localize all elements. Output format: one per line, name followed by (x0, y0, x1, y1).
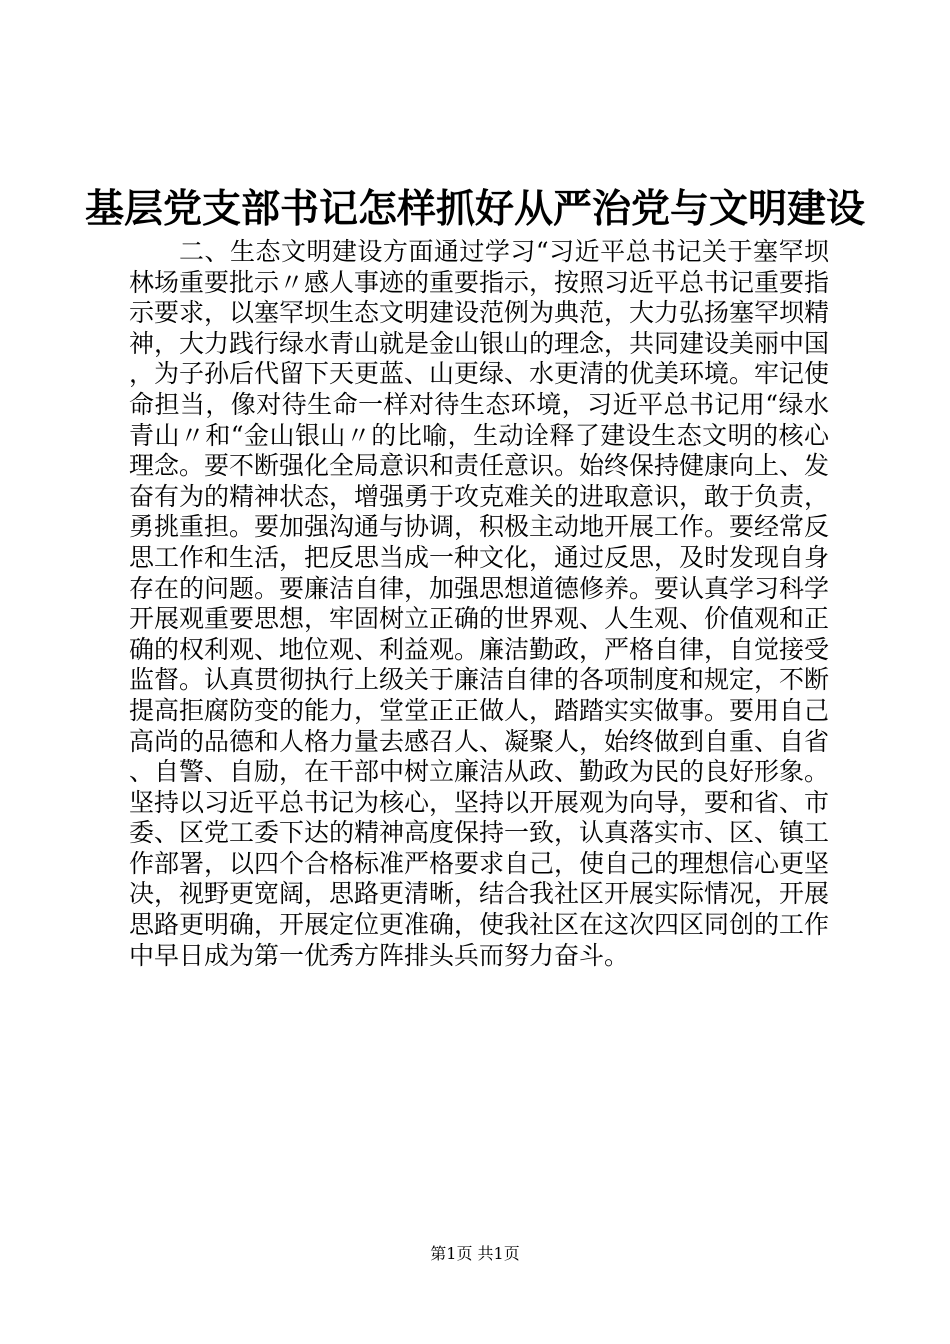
page-number-footer: 第1页 共1页 (430, 1244, 520, 1263)
body-paragraph: 二、生态文明建设方面通过学习“习近平总书记关于塞罕坝林场重要批示〃感人事迹的重要指示，按照习近平总书记重要指示要求，以塞罕坝生态文明建设范例为典范，大力弘扬塞罕坝精神，大力践行绿水青山就是金山银山的理念，共同建设美丽中国，为子孙后代留下天更蓝、山更绿、水更清的优美环境。牢记使命担当，像对待生命一样对待生态环境，习近平总书记用“绿水青山〃和“金山银山〃的比喻，生动诠释了建设生态文明的核心理念。要不断强化全局意识和责任意识。始终保持健康向上、发奋有为的精神状态，增强勇于攻克难关的进取意识，敢于负责，勇挑重担。要加强沟通与协调，积极主动地开展工作。要经常反思工作和生活，把反思当成一种文化，通过反思，及时发现自身存在的问题。要廉洁自律，加强思想道德修养。要认真学习科学开展观重要思想，牢固树立正确的世界观、人生观、价值观和正确的权利观、地位观、利益观。廉洁勤政，严格自律，自觉接受监督。认真贯彻执行上级关于廉洁自律的各项制度和规定，不断提高拒腐防变的能力，堂堂正正做人，踏踏实实做事。要用自己高尚的品德和人格力量去感召人、凝聚人，始终做到自重、自省、自警、自励，在干部中树立廉洁从政、勤政为民的良好形象。坚持以习近平总书记为核心，坚持以开展观为向导，要和省、市委、区党工委下达的精神高度保持一致，认真落实市、区、镇工作部署，以四个合格标准严格要求自己，使自己的理想信心更坚决，视野更宽阔，思路更清晰，结合我社区开展实际情况，开展思路更明确，开展定位更准确，使我社区在这次四区同创的工作中早日成为第一优秀方阵排头兵而努力奋斗。 (129, 237, 830, 970)
document-title: 基层党支部书记怎样抓好从严治党与文明建设 (84, 186, 865, 232)
